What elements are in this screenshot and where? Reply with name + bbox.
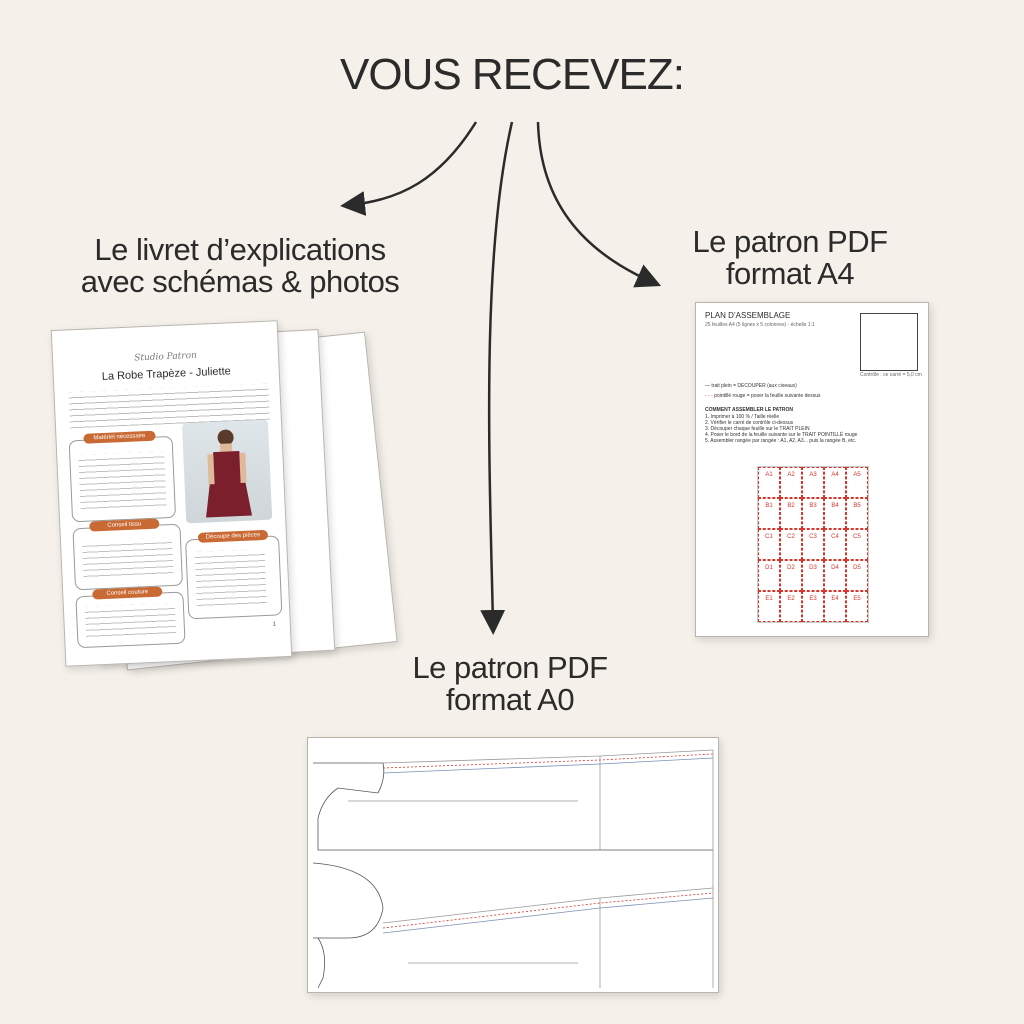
booklet-label: Le livret d’explications avec schémas & photos (80, 232, 400, 299)
tile-E1: E1 (758, 591, 780, 622)
cutting-box (185, 532, 282, 619)
control-text: Contrôle : ce carré = 5,0 cm (860, 372, 922, 378)
tile-D3: D3 (802, 560, 824, 591)
tile-C5: C5 (846, 529, 868, 560)
legend-dotted: - - - pointillé rouge = poser la feuille suivante dessus (705, 393, 821, 399)
tile-D4: D4 (824, 560, 846, 591)
fabric-box (72, 521, 183, 591)
tile-A4: A4 (824, 467, 846, 498)
materials-pill: Matériel nécessaire (83, 431, 155, 444)
a4-assembly-page (695, 302, 929, 637)
tile-B5: B5 (846, 498, 868, 529)
a4-title: PLAN D’ASSEMBLAGE (705, 311, 791, 320)
tile-A3: A3 (802, 467, 824, 498)
booklet-brand: Studio Patron (134, 350, 198, 364)
tile-B3: B3 (802, 498, 824, 529)
sewing-pill: Conseil couture (92, 587, 162, 600)
tile-B1: B1 (758, 498, 780, 529)
cutting-pill: Découpe des pièces (198, 530, 268, 543)
tile-B4: B4 (824, 498, 846, 529)
tile-C1: C1 (758, 529, 780, 560)
tile-A2: A2 (780, 467, 802, 498)
tile-C4: C4 (824, 529, 846, 560)
a0-pattern-page (307, 737, 719, 993)
tile-A1: A1 (758, 467, 780, 498)
tile-E4: E4 (824, 591, 846, 622)
control-square (860, 313, 918, 371)
instructions-list: 1. Imprimer à 100 % / Taille réelle 2. Vérifier le carré de contrôle ci-dessus 3. Découper chaque feuille sur le TRAIT PLEIN 4. Poser le bord de la feuille suivante sur le TRAIT POINTILLÉ rouge 5. Assembler rangée par rangée : A1, A2, A3... puis la rangée B, etc. (705, 414, 858, 444)
tile-E2: E2 (780, 591, 802, 622)
tile-E5: E5 (846, 591, 868, 622)
a4-label: Le patron PDF format A4 (692, 224, 888, 291)
tile-D1: D1 (758, 560, 780, 591)
tile-E3: E3 (802, 591, 824, 622)
tile-C2: C2 (780, 529, 802, 560)
arrow-center (489, 122, 512, 625)
tile-grid (757, 466, 869, 623)
tile-B2: B2 (780, 498, 802, 529)
materials-box (69, 433, 176, 522)
tile-C3: C3 (802, 529, 824, 560)
instructions-title: COMMENT ASSEMBLER LE PATRON (705, 407, 793, 413)
sewing-box (75, 589, 185, 649)
a4-subtitle: 25 feuilles A4 (5 lignes x 5 colonnes) - échelle 1:1 (705, 322, 815, 328)
arrow-right (538, 122, 652, 282)
arrow-left (350, 122, 476, 205)
a0-label: Le patron PDF format A0 (412, 650, 608, 717)
main-heading: VOUS RECEVEZ: (340, 50, 684, 99)
dress-photo (182, 420, 272, 524)
legend-solid: — trait plein = DECOUPER (aux ciseaux) (705, 383, 797, 389)
tile-A5: A5 (846, 467, 868, 498)
fabric-pill: Conseil tissu (89, 519, 159, 532)
a0-pattern-drawing (308, 738, 718, 992)
booklet-page-front (51, 320, 292, 667)
tile-D5: D5 (846, 560, 868, 591)
booklet-title: La Robe Trapèze - Juliette (101, 365, 232, 383)
booklet-page-number: 1 (272, 621, 277, 628)
tile-D2: D2 (780, 560, 802, 591)
